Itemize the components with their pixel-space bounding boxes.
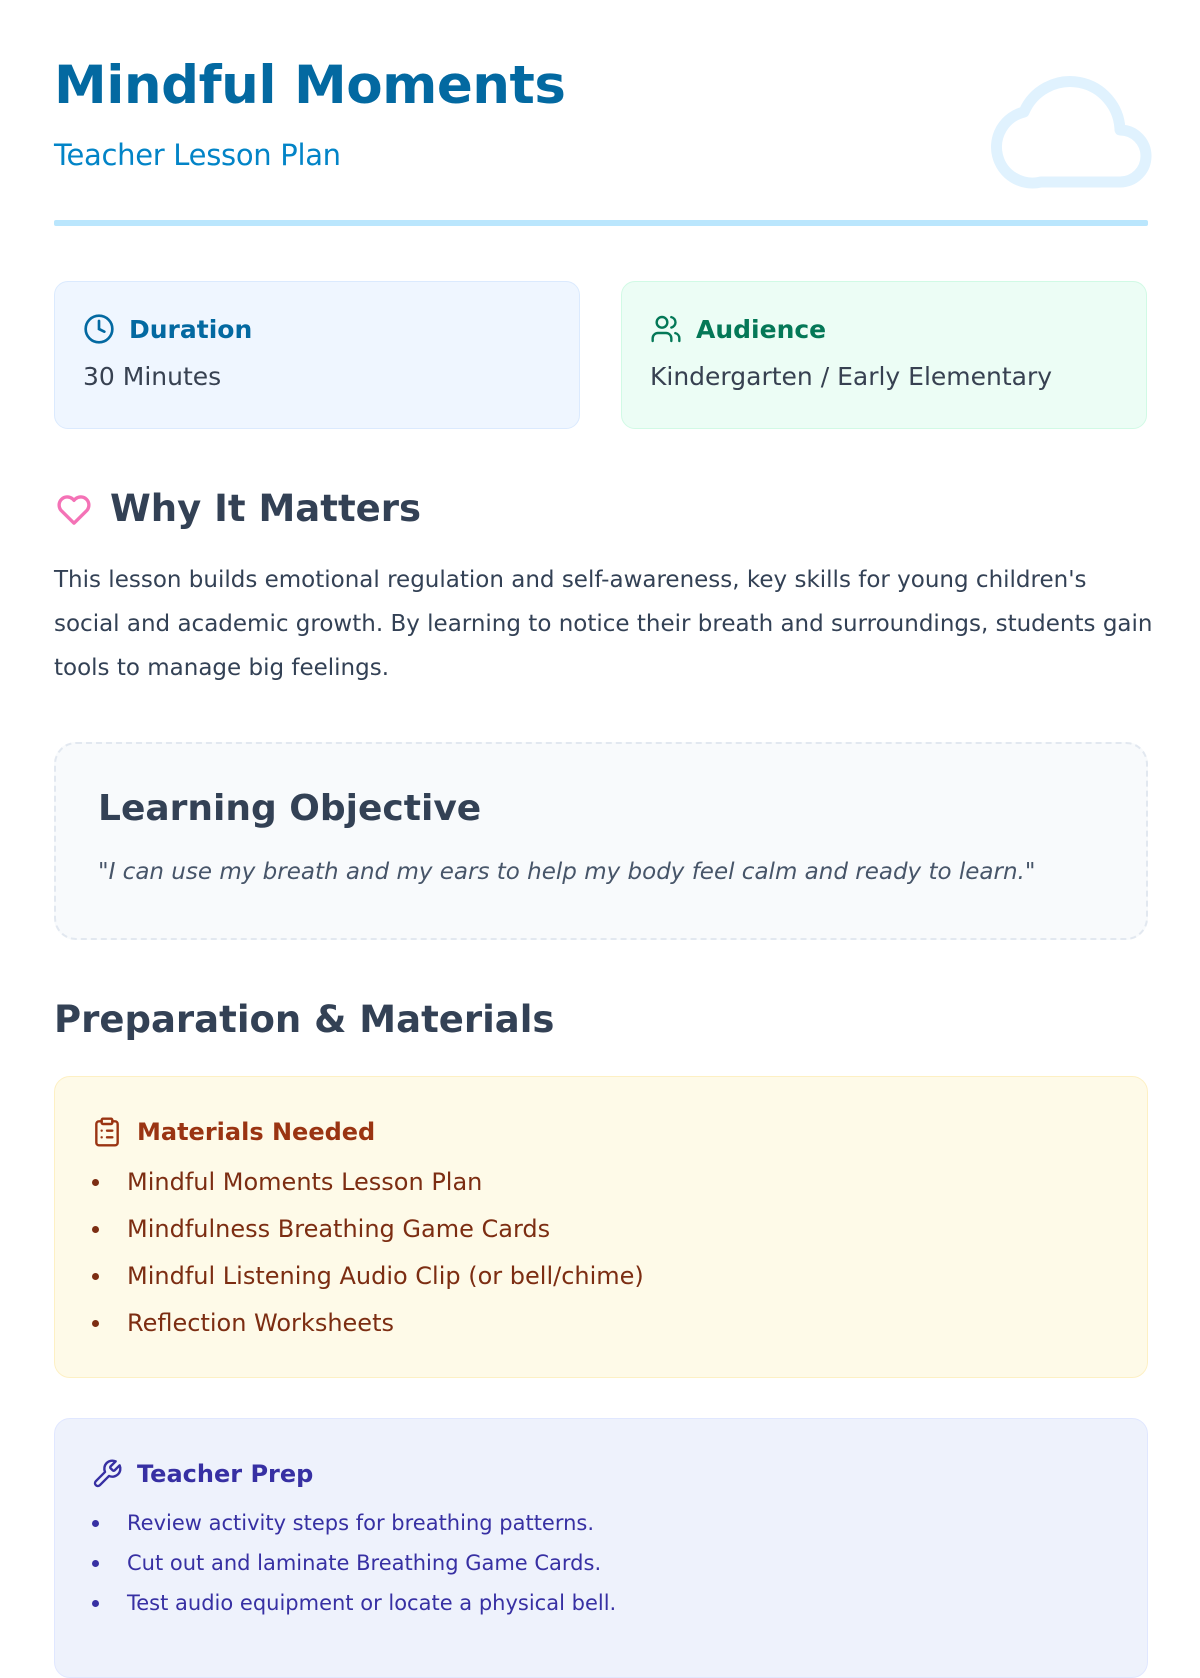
page-title: Mindful Moments bbox=[54, 55, 566, 116]
duration-card bbox=[54, 281, 580, 429]
page-subtitle: Teacher Lesson Plan bbox=[54, 138, 341, 172]
duration-label: Duration bbox=[129, 314, 253, 344]
users-icon bbox=[650, 313, 682, 345]
clock-icon bbox=[83, 313, 115, 345]
why-heading bbox=[54, 487, 421, 530]
objective-quote: "I can use my breath and my ears to help my body feel calm and ready to learn." bbox=[98, 859, 1036, 885]
objective-title: Learning Objective bbox=[98, 788, 482, 829]
teacher-prep-list bbox=[91, 1503, 1147, 1623]
heart-icon bbox=[54, 489, 94, 529]
duration-value: 30 Minutes bbox=[83, 362, 222, 391]
preparation-title: Preparation & Materials bbox=[54, 998, 555, 1041]
audience-label: Audience bbox=[696, 314, 827, 344]
list-item: Mindful Moments Lesson Plan bbox=[91, 1159, 1147, 1206]
teacher-prep-box bbox=[54, 1418, 1148, 1678]
why-title: Why It Matters bbox=[110, 487, 422, 530]
audience-value: Kindergarten / Early Elementary bbox=[650, 362, 1053, 391]
why-paragraph: This lesson builds emotional regulation and self-awareness, key skills for young children's social and academic growth. By learning to notice their breath and surroundings, students gain tools to manage big feelings. bbox=[54, 567, 1153, 681]
list-item: Reflection Worksheets bbox=[91, 1300, 1147, 1347]
clipboard-icon bbox=[91, 1116, 123, 1148]
header-divider bbox=[54, 220, 1148, 226]
list-item: Mindful Listening Audio Clip (or bell/chime) bbox=[91, 1253, 1147, 1300]
list-item: Cut out and laminate Breathing Game Cards. bbox=[91, 1543, 1147, 1583]
cloud-icon bbox=[996, 76, 1146, 192]
materials-list bbox=[91, 1159, 1147, 1347]
materials-box bbox=[54, 1076, 1148, 1378]
materials-title: Materials Needed bbox=[137, 1118, 376, 1146]
list-item: Test audio equipment or locate a physical bell. bbox=[91, 1583, 1147, 1623]
header bbox=[54, 0, 1148, 230]
list-item: Review activity steps for breathing patterns. bbox=[91, 1503, 1147, 1543]
learning-objective-box bbox=[54, 742, 1148, 940]
wrench-icon bbox=[91, 1458, 123, 1490]
teacher-prep-title: Teacher Prep bbox=[137, 1460, 314, 1488]
list-item: Mindfulness Breathing Game Cards bbox=[91, 1206, 1147, 1253]
audience-card bbox=[621, 281, 1147, 429]
